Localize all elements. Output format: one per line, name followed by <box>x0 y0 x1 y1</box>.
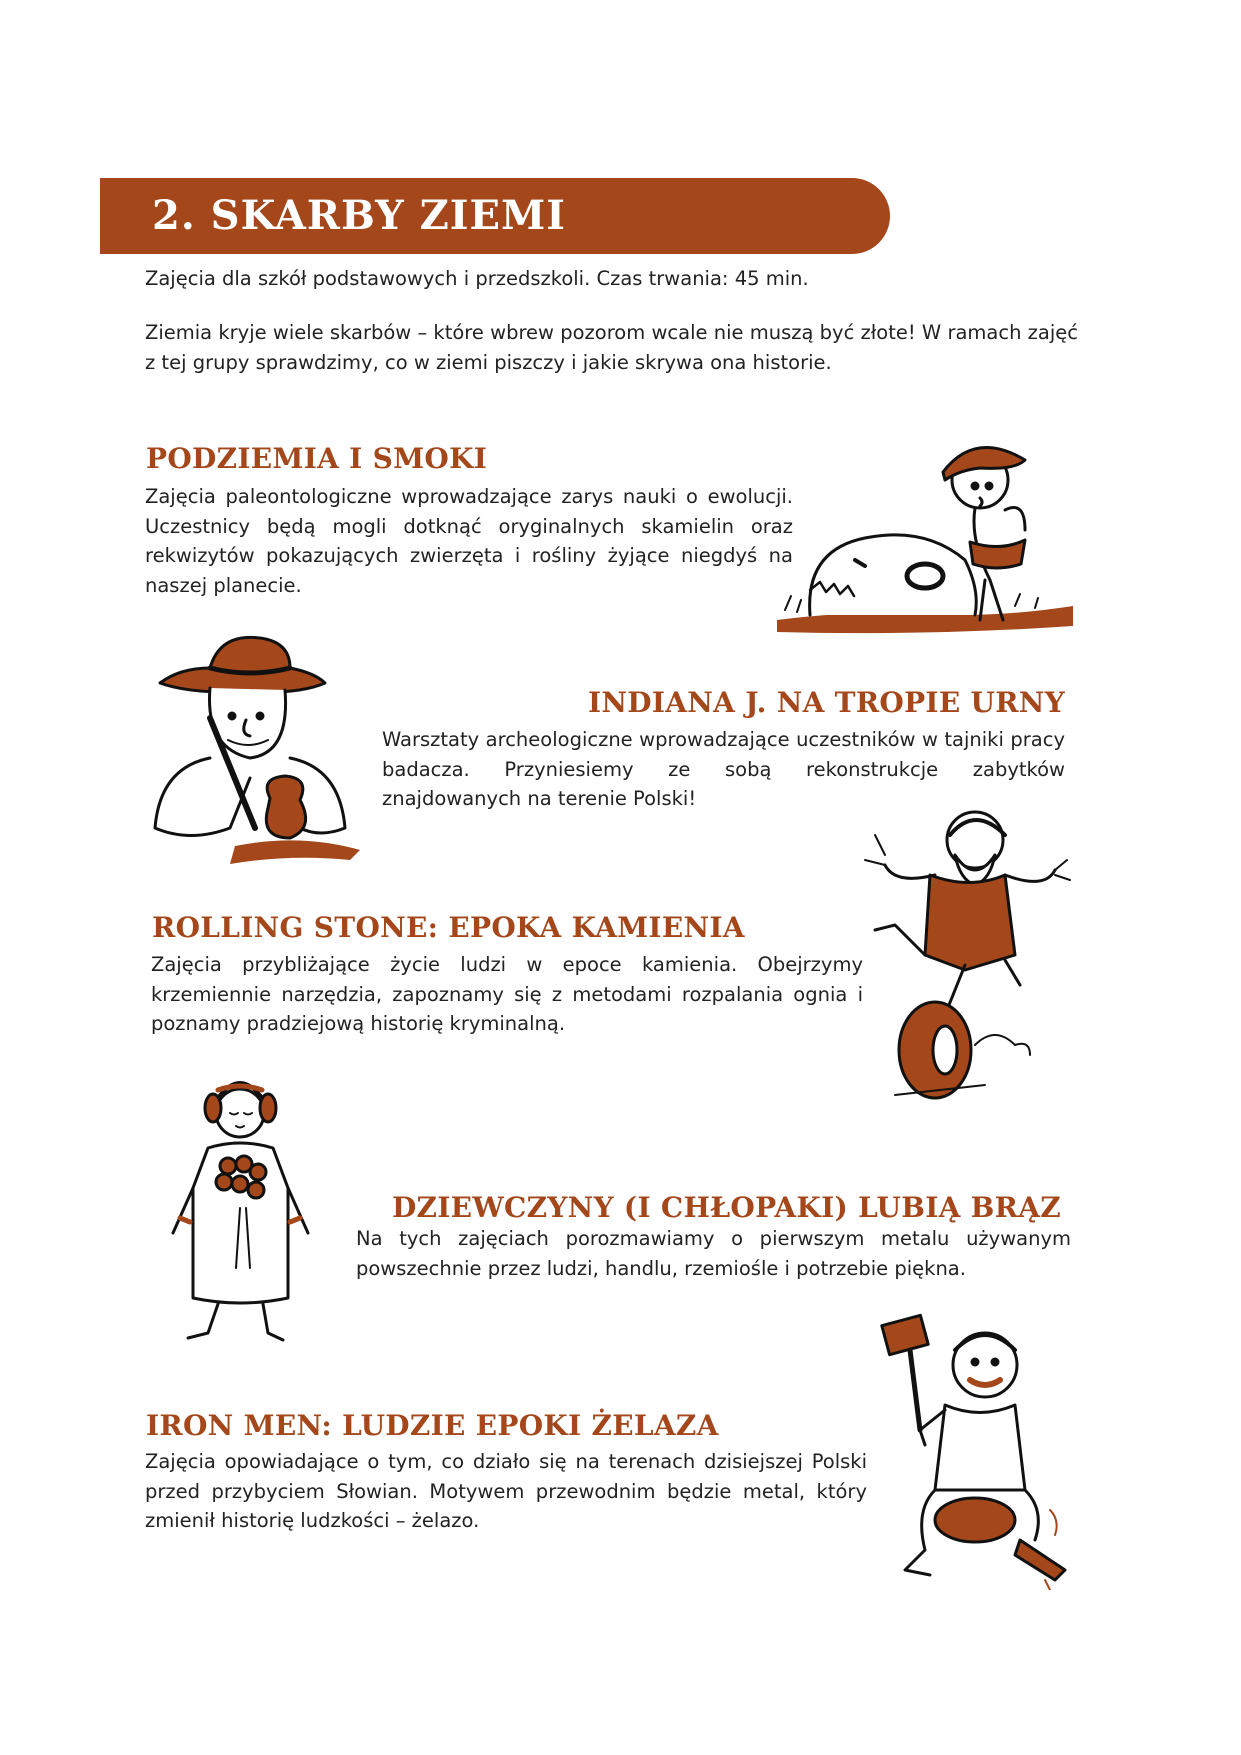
section-heading-rolling-stone: ROLLING STONE: EPOKA KAMIENIA <box>152 911 745 944</box>
caveman-on-stone-wheel-illustration <box>855 795 1075 1105</box>
section-text-iron-men: Zajęcia opowiadające o tym, co działo się na terenach dzisiejszej Polski przed przybyciem Słowian. Motywem przewodnim będzie metal, który zmienił historię ludzkości – żelazo. <box>145 1450 867 1532</box>
section-text-podziemia: Zajęcia paleontologiczne wprowadzające zarys nauki o ewolucji. Uczestnicy będą mogli dotknąć oryginalnych skamielin oraz rekwizytów pokazujących zwierzęta i rośliny żyjące niegdyś na naszej planecie. <box>145 485 793 597</box>
section-heading-braz: DZIEWCZYNY (I CHŁOPAKI) LUBIĄ BRĄZ <box>391 1191 1061 1224</box>
section-text-indiana: Warsztaty archeologiczne wprowadzające uczestników w tajniki pracy badacza. Przyniesiemy ze sobą rekonstrukcje zabytków znajdowanych na terenie Polski! <box>382 728 1065 810</box>
intro-info: Zajęcia dla szkół podstawowych i przedszkoli. Czas trwania: 45 min. <box>145 267 809 290</box>
bronze-age-woman-illustration <box>158 1068 323 1353</box>
page-title: 2. SKARBY ZIEMI <box>152 192 566 239</box>
section-text-rolling-stone: Zajęcia przybliżające życie ludzi w epoce kamienia. Obejrzymy krzemiennie narzędzia, zapoznamy się z metodami rozpalania ognia i poznamy pradziejową historię kryminalną. <box>151 953 863 1035</box>
archaeologist-illustration <box>150 628 365 868</box>
section-heading-iron-men: IRON MEN: LUDZIE EPOKI ŻELAZA <box>146 1409 719 1442</box>
fossil-explorer-illustration <box>775 430 1075 635</box>
section-title-banner <box>100 178 890 254</box>
section-heading-podziemia: PODZIEMIA I SMOKI <box>146 442 488 475</box>
section-text-braz: Na tych zajęciach porozmawiamy o pierwszym metalu używanym powszechnie przez ludzi, handlu, rzemiośle i potrzebie piękna. <box>356 1227 1071 1280</box>
section-heading-indiana: INDIANA J. NA TROPIE URNY <box>587 686 1065 719</box>
iron-age-smith-illustration <box>875 1310 1075 1590</box>
intro-description: Ziemia kryje wiele skarbów – które wbrew pozorom wcale nie muszą być złote! W ramach zajęć z tej grupy sprawdzimy, co w ziemi piszczy i jakie skrywa ona historie. <box>145 321 1078 374</box>
